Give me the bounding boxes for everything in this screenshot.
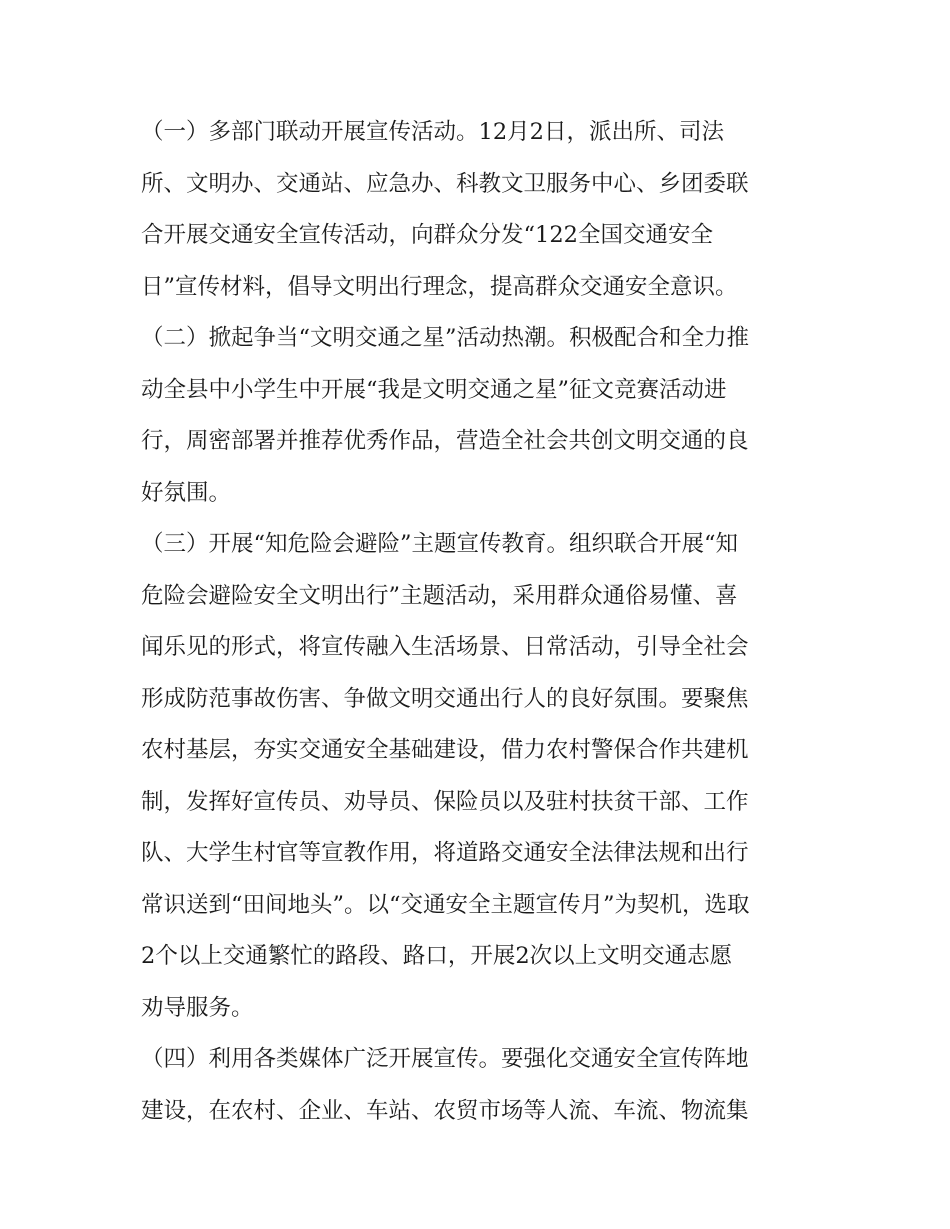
text-line: 形成防范事故伤害、争做文明交通出行人的良好氛围。要聚焦 [141,685,749,712]
text-line: 2个以上交通繁忙的路段、路口，开展2次以上文明交通志愿 [141,943,733,969]
text-line: 闻乐见的形式，将宣传融入生活场景、日常活动，引导全社会 [141,634,749,660]
text-line: 好氛围。 [141,479,232,506]
paragraph-2 [141,313,817,519]
text-line: （三）开展“知危险会避险”主题宣传教育。组织联合开展“知 [141,531,739,557]
document-body [141,107,817,1137]
text-line: 队、大学生村官等宣教作用，将道路交通安全法律法规和出行 [141,840,749,866]
text-line: （一）多部门联动开展宣传活动。12月2日，派出所、司法 [141,119,724,145]
text-line: 危险会避险安全文明出行”主题活动，采用群众通俗易懂、喜 [141,582,738,609]
text-line: 常识送到“田间地头”。以“交通安全主题宣传月”为契机，选取 [141,891,750,918]
text-line: 建设，在农村、企业、车站、农贸市场等人流、车流、物流集 [141,1097,749,1124]
paragraph-1 [141,107,817,313]
text-line: 合开展交通安全宣传活动，向群众分发“122全国交通安全 [141,222,713,248]
text-line: 农村基层，夯实交通安全基础建设，借力农村警保合作共建机 [141,737,749,763]
text-line: 日”宣传材料，倡导文明出行理念，提高群众交通安全意识。 [141,273,738,300]
text-line: 劝导服务。 [141,994,254,1021]
paragraph-3 [141,519,817,1034]
text-line: （四）利用各类媒体广泛开展宣传。要强化交通安全宣传阵地 [141,1046,749,1072]
paragraph-4 [141,1034,817,1137]
text-line: 行，周密部署并推荐优秀作品，营造全社会共创文明交通的良 [141,428,749,454]
text-line: （二）掀起争当“文明交通之星”活动热潮。积极配合和全力推 [141,325,750,351]
text-line: 制，发挥好宣传员、劝导员、保险员以及驻村扶贫干部、工作 [141,788,749,815]
text-line: 动全县中小学生中开展“我是文明交通之星”征文竞赛活动进 [141,376,727,403]
text-line: 所、文明办、交通站、应急办、科教文卫服务中心、乡团委联 [141,170,749,197]
